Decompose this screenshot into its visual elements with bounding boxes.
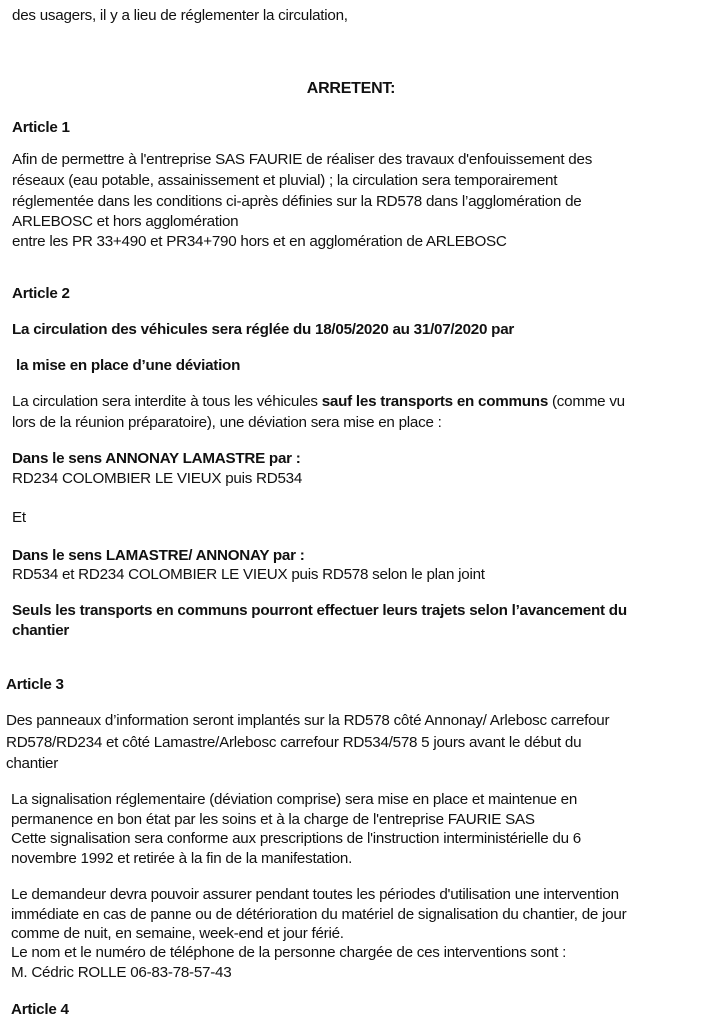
signalisation-line: novembre 1992 et retirée à la fin de la manifestation. <box>11 850 353 867</box>
signalisation-line: La signalisation réglementaire (déviation comprise) sera mise en place et maintenue en <box>11 791 578 808</box>
article-2-restriction-line-2: lors de la réunion préparatoire), une déviation sera mise en place : <box>12 414 442 431</box>
article-2-restriction-line <box>12 393 625 411</box>
article-4-title: Article 4 <box>11 1001 69 1018</box>
direction-1-heading: Dans le sens ANNONAY LAMASTRE par : <box>12 450 301 467</box>
article-1-line: réseaux (eau potable, assainissement et pluvial) ; la circulation sera temporairement <box>12 172 558 189</box>
signs-line: Des panneaux d’information seront implantés sur la RD578 côté Annonay/ Arlebosc carrefour <box>6 712 610 729</box>
signalisation-line: permanence en bon état par les soins et à la charge de l'entreprise FAURIE SAS <box>11 811 535 828</box>
restriction-prefix: La circulation sera interdite à tous les véhicules <box>12 393 322 410</box>
article-1-line: entre les PR 33+490 et PR34+790 hors et en agglomération de ARLEBOSC <box>12 233 507 250</box>
restriction-exception: sauf les transports en communs <box>321 393 549 410</box>
restriction-suffix: (comme vu <box>548 393 625 410</box>
signs-line: chantier <box>6 755 59 772</box>
article-1-line: Afin de permettre à l'entreprise SAS FAURIE de réaliser des travaux d'enfouissement des <box>12 151 593 168</box>
direction-1-route: RD234 COLOMBIER LE VIEUX puis RD534 <box>12 470 303 487</box>
article-1-title: Article 1 <box>12 119 70 136</box>
direction-2-route: RD534 et RD234 COLOMBIER LE VIEUX puis RD578 selon le plan joint <box>12 566 485 583</box>
contact-line: M. Cédric ROLLE 06-83-78-57-43 <box>11 964 232 981</box>
intervention-line: immédiate en cas de panne ou de détérioration du matériel de signalisation du chantier, de jour <box>11 906 627 923</box>
transit-note-line: Seuls les transports en communs pourront effectuer leurs trajets selon l’avancement du <box>12 602 627 619</box>
transit-note-line: chantier <box>12 622 70 639</box>
direction-2-heading: Dans le sens LAMASTRE/ ANNONAY par : <box>12 547 305 564</box>
intervention-line: comme de nuit, en semaine, week-end et jour férié. <box>11 925 344 942</box>
article-1-line: ARLEBOSC et hors agglomération <box>12 213 239 230</box>
intro-line: des usagers, il y a lieu de réglementer la circulation, <box>12 7 348 24</box>
article-2-title: Article 2 <box>12 285 70 302</box>
article-1-line: réglementée dans les conditions ci-après définies sur la RD578 dans l’agglomération de <box>12 193 582 210</box>
signalisation-line: Cette signalisation sera conforme aux prescriptions de l'instruction interministérielle du 6 <box>11 830 581 847</box>
article-3-title: Article 3 <box>6 676 64 693</box>
and-word: Et <box>12 509 26 526</box>
intervention-line: Le demandeur devra pouvoir assurer pendant toutes les périodes d'utilisation une intervention <box>11 886 619 903</box>
article-2-dates-line: La circulation des véhicules sera réglée du 18/05/2020 au 31/07/2020 par <box>12 321 515 338</box>
signs-line: RD578/RD234 et côté Lamastre/Arlebosc carrefour RD534/578 5 jours avant le début du <box>6 734 582 751</box>
article-2-deviation-line: la mise en place d’une déviation <box>16 357 241 374</box>
intervention-line: Le nom et le numéro de téléphone de la personne chargée de ces interventions sont : <box>11 944 567 961</box>
decision-heading: ARRETENT: <box>306 80 396 97</box>
